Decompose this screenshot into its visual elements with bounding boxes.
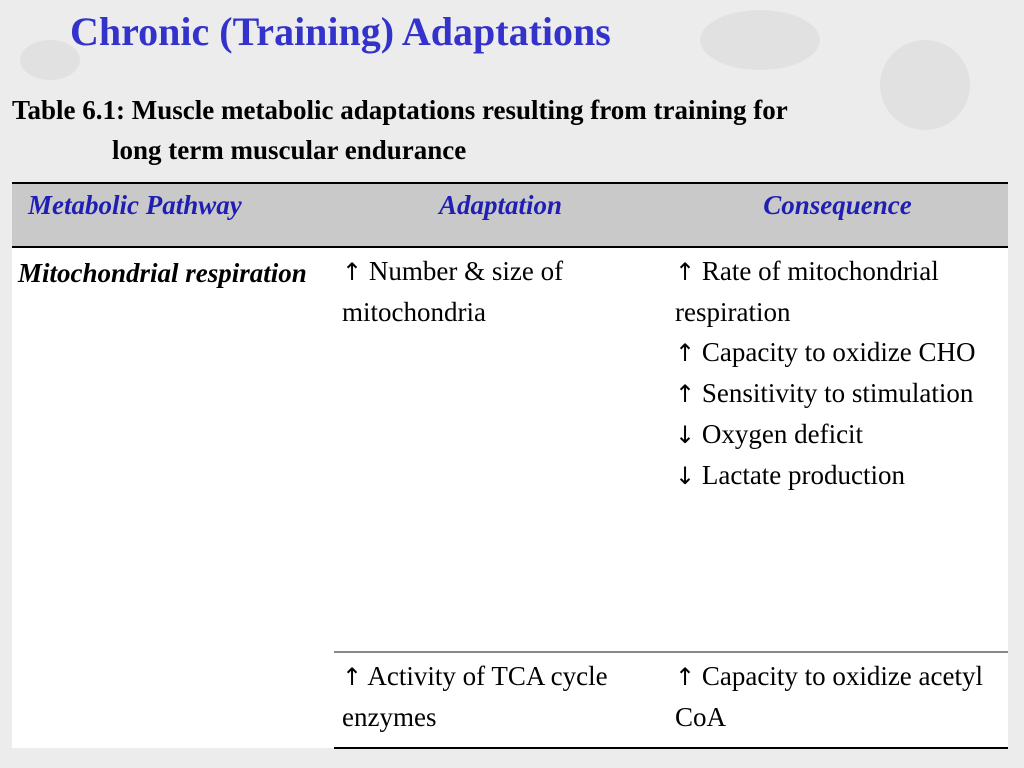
pathway-cell: Mitochondrial respiration [12,247,334,748]
consequence-item [675,455,1004,496]
consequence-item [675,414,1004,455]
table-caption [12,90,1012,170]
consequence-text: Capacity to oxidize CHO [701,337,976,367]
adaptation-text: Activity of TCA cycle enzymes [342,661,608,732]
table-row [12,247,1008,652]
header-metabolic-pathway: Metabolic Pathway [12,183,334,247]
arrow-up-icon: ↑ [675,339,696,367]
consequence-item [675,373,1004,414]
header-adaptation: Adaptation [334,183,667,247]
background-decoration [700,10,820,70]
caption-line-2: long term muscular endurance [112,135,467,165]
adaptation-cell [334,247,667,652]
consequence-text: Lactate production [701,460,906,490]
consequence-text: Capacity to oxidize acetyl CoA [675,661,983,732]
arrow-up-icon: ↑ [675,380,696,408]
adaptation-cell [334,652,667,748]
consequence-text: Sensitivity to stimulation [701,378,974,408]
consequence-item [675,656,1004,737]
arrow-down-icon: ↓ [675,421,696,449]
arrow-up-icon: ↑ [675,258,696,286]
arrow-up-icon: ↑ [675,663,696,691]
consequence-item [675,332,1004,373]
arrow-down-icon: ↓ [675,462,696,490]
slide-title: Chronic (Training) Adaptations [70,9,611,54]
arrow-up-icon: ↑ [342,663,363,691]
consequence-cell [667,247,1008,652]
consequence-text: Rate of mitochondrial respiration [675,256,939,327]
header-consequence: Consequence [667,183,1008,247]
arrow-up-icon: ↑ [342,258,363,286]
consequence-text: Oxygen deficit [701,419,864,449]
table-header-row [12,183,1008,247]
caption-line-1: Table 6.1: Muscle metabolic adaptations resulting from training for [12,95,788,125]
consequence-item [675,251,1004,332]
consequence-cell [667,652,1008,748]
metabolic-adaptations-table [12,182,1008,749]
adaptation-text: Number & size of mitochondria [342,256,564,327]
